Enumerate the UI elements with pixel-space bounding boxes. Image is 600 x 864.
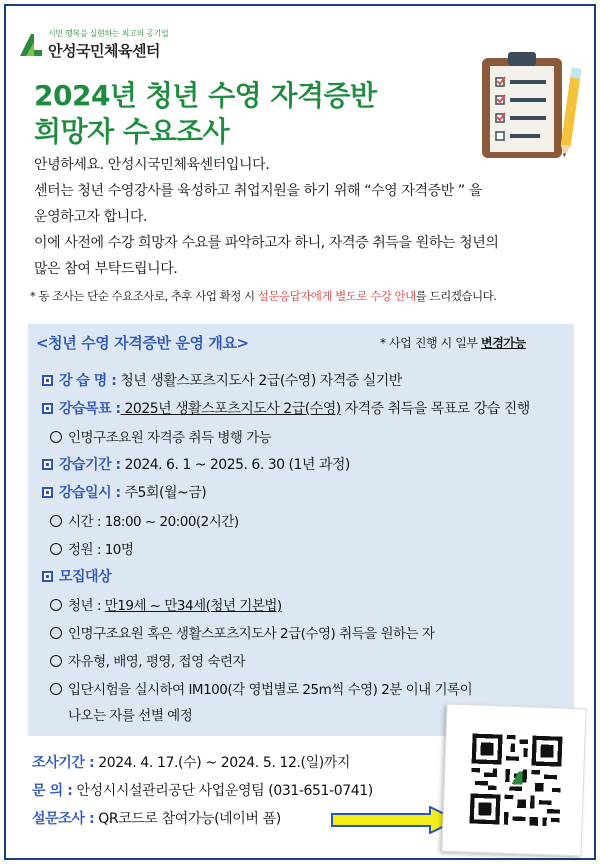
period-value: 2024. 6. 1 ~ 2025. 6. 30 (1년 과정) [120,457,350,473]
goal-row [42,398,530,418]
target-row [42,566,111,586]
target-test-row [50,678,472,698]
goal-rest: 자격증 취득을 목표로 강습 진행 [340,401,530,417]
title-line-2: 희망자 수요조사 [34,115,230,148]
schedule-label: 강습일시 : [59,485,121,501]
capacity-row [50,538,133,558]
intro-line-3: 운영하고자 합니다. [34,209,148,225]
survey-label: 설문조사 : [32,811,95,827]
page-title [34,78,377,150]
survey-qr-row [32,808,281,828]
intro-line-4: 이에 사전에 수강 희망자 수요를 파악하고자 하니, 자격증 취득을 원하는 청년의 [34,235,499,251]
circle-bullet-icon [50,599,62,611]
qr-code-icon[interactable] [469,734,562,827]
time-row [50,510,239,530]
schedule-row [42,482,206,502]
time-text: 시간 : 18:00 ~ 20:00(2시간) [68,514,239,530]
target-age-value: 만19세 ~ 만34세(청년 기본법) [104,598,282,614]
overview-change-note [380,334,526,351]
target-label: 모집대상 [59,569,112,585]
target-age-row [50,594,282,614]
course-label: 강 습 명 : [59,373,117,389]
schedule-value: 주5회(월~금) [120,485,207,501]
title-line-1: 2024년 청년 수영 자격증반 [34,79,377,112]
course-value: 청년 생활스포츠지도사 2급(수영) 자격증 실기반 [116,373,402,389]
circle-bullet-icon [50,431,62,443]
target-test-text-2: 나오는 자를 선별 예정 [68,708,193,724]
logo-name: 안성국민체육센터 [48,42,160,60]
logo-mark-icon [18,32,44,58]
survey-value: QR코드로 참여가능(네이버 폼) [94,811,281,827]
square-bullet-icon [42,375,53,386]
target-swim-row [50,650,245,670]
contact-row [32,780,373,800]
circle-bullet-icon [50,515,62,527]
intro-line-2: 센터는 청년 수영강사를 육성하고 취업지원을 하기 위해 “수영 자격증반 ” 을 [34,183,482,199]
survey-period-row [32,752,350,772]
note-highlight: 설문응답자에게 별도로 수강 안내 [257,289,416,303]
period-row [42,454,350,474]
goal-sub-row [50,426,271,446]
agency-logo [18,26,178,62]
square-bullet-icon [42,487,53,498]
survey-period-label: 조사기간 : [32,755,95,771]
overview-note-prefix: * 사업 진행 시 일부 [380,336,482,350]
intro-line-5: 많은 참여 부탁드립니다. [34,261,178,277]
capacity-text: 정원 : 10명 [68,542,134,558]
period-label: 강습기간 : [59,457,121,473]
clipboard-checklist-icon [476,48,586,166]
qr-card [441,704,586,857]
target-test-row-2 [68,704,192,724]
goal-sub-text: 인명구조요원 자격증 취득 병행 가능 [68,430,272,446]
target-swim-text: 자유형, 배영, 평영, 접영 숙련자 [68,654,246,670]
circle-bullet-icon [50,627,62,639]
logo-slogan: 시민 행복을 실현하는 최고의 공기업 [48,29,169,38]
square-bullet-icon [42,403,53,414]
circle-bullet-icon [50,655,62,667]
overview-note-emph: 변경가능 [481,336,526,350]
survey-period-value: 2024. 4. 17.(수) ~ 2024. 5. 12.(일)까지 [94,755,350,771]
square-bullet-icon [42,459,53,470]
goal-label: 강습목표 : [59,401,121,417]
course-name-row [42,370,402,390]
arrow-right-icon [330,806,460,834]
goal-underlined: 2025년 생활스포츠지도사 2급(수영) [120,401,341,417]
target-test-text-1: 입단시험을 실시하여 IM100(각 영법별로 25m씩 수영) 2분 이내 기록이 [68,682,473,698]
note-suffix: 를 드리겠습니다. [415,289,497,303]
circle-bullet-icon [50,683,62,695]
intro-line-1: 안녕하세요. 안성시국민체육센터입니다. [34,157,270,173]
circle-bullet-icon [50,543,62,555]
survey-note [30,288,496,304]
contact-value: 안성시시설관리공단 사업운영팀 (031-651-0741) [72,783,373,799]
intro-text [34,152,499,282]
note-prefix: * 동 조사는 단순 수요조사로, 추후 사업 확정 시 [30,289,258,303]
target-cert-text: 인명구조요원 혹은 생활스포츠지도사 2급(수영) 취득을 원하는 자 [68,626,435,642]
overview-title: <청년 수영 자격증반 운영 개요> [36,334,249,352]
square-bullet-icon [42,571,53,582]
target-age-prefix: 청년 : [68,598,105,614]
contact-label: 문 의 : [32,783,73,799]
target-cert-row [50,622,434,642]
